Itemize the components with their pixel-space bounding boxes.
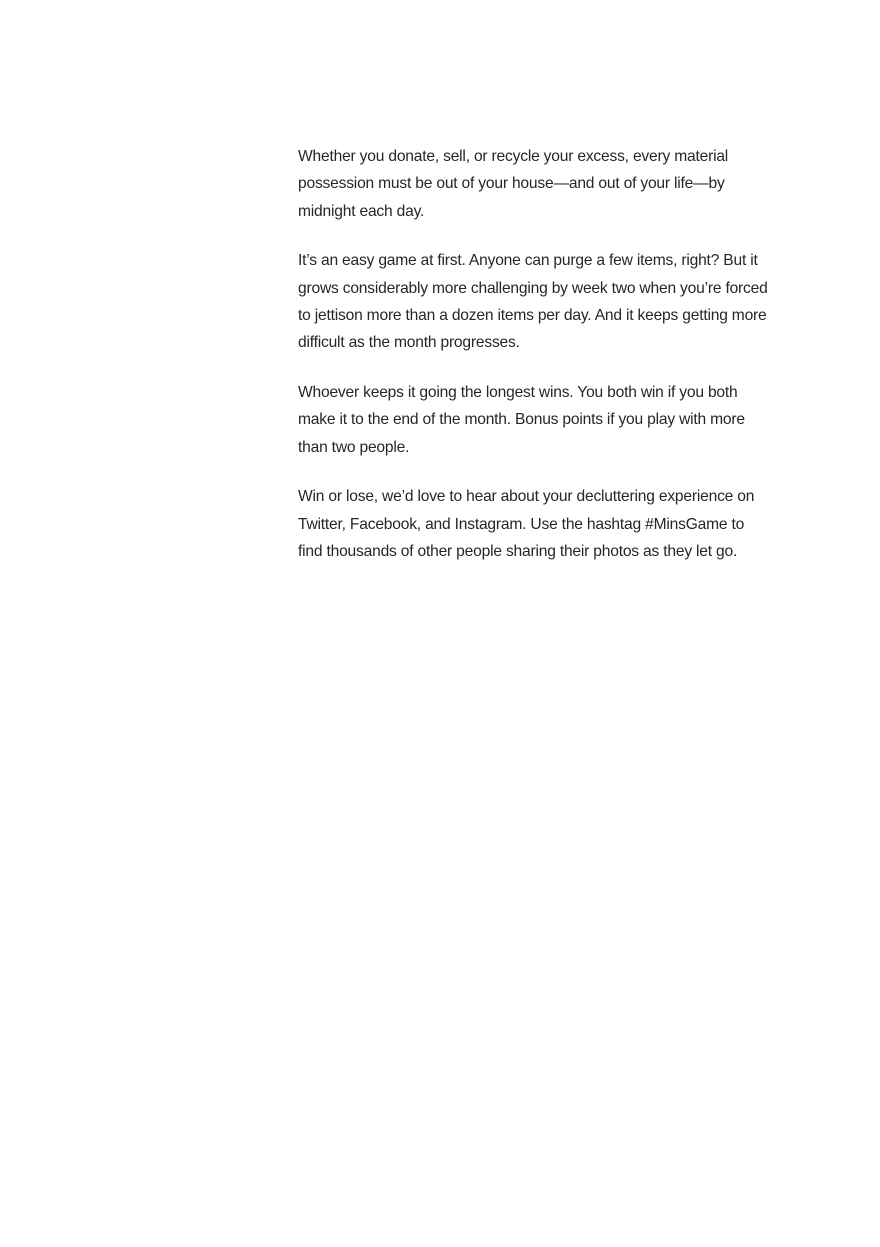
paragraph-winning: Whoever keeps it going the longest wins. You both win if you both make it to the end of the month. Bonus points if you play with more than two people. [298, 384, 745, 456]
body-text [298, 143, 768, 588]
paragraph-difficulty: It’s an easy game at first. Anyone can purge a few items, right? But it grows considerably more challenging by week two when you’re forced to jettison more than a dozen items per day. And it keeps getting more difficult as the month progresses. [298, 252, 768, 352]
paragraph-disposal-rule: Whether you donate, sell, or recycle your excess, every material possession must be out of your house—and out of your life—by midnight each day. [298, 148, 729, 220]
paragraph-social-sharing: Win or lose, we’d love to hear about your decluttering experience on Twitter, Facebook, and Instagram. Use the hashtag #MinsGame to find thousands of other people sharing their photos as they let go. [298, 488, 755, 561]
